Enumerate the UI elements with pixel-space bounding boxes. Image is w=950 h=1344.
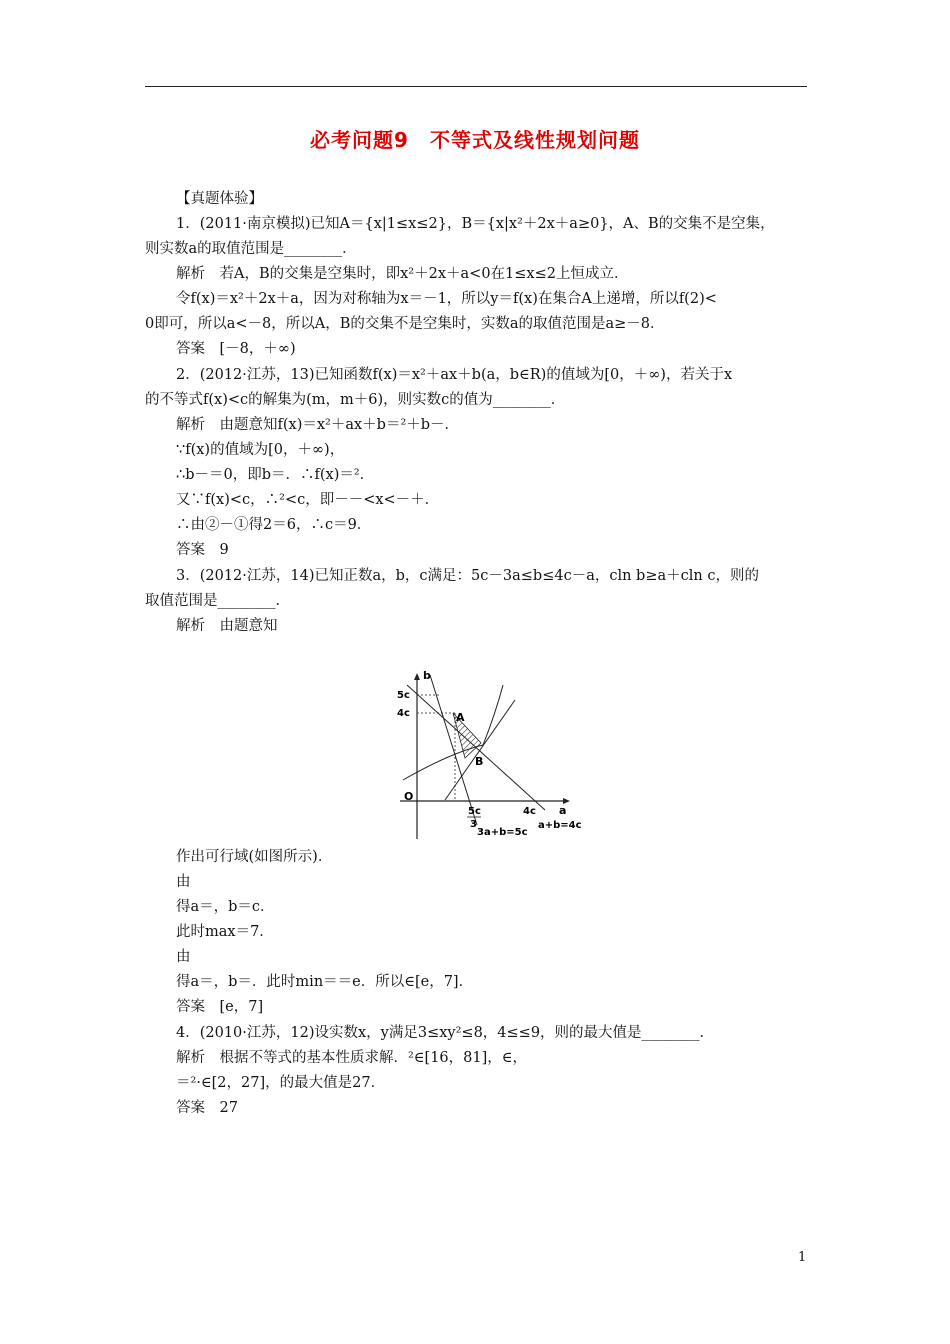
b-axis-arrow — [414, 673, 420, 680]
label-O: O — [404, 790, 414, 803]
label-line1: 3a+b=5c — [477, 827, 528, 838]
text-line: 解析 根据不等式的基本性质求解．²∈[16，81]，∈， — [176, 1050, 527, 1066]
log-curve — [403, 685, 503, 780]
text-line: 解析 由题意知 — [176, 618, 278, 634]
text-line: 答案 9 — [176, 542, 229, 558]
header-rule — [145, 86, 807, 87]
text-line: 2．(2012·江苏，13)已知函数f(x)＝x²＋ax＋b(a，b∈R)的值域为[0，＋∞)，若关于x — [176, 367, 733, 383]
text-line: 得a＝，b＝．此时min＝＝e．所以∈[e，7]． — [176, 974, 474, 990]
label-b: b — [423, 669, 431, 682]
text-line: 4．(2010·江苏，12)设实数x，y满足3≤xy²≤8，4≤≤9，则的最大值是________． — [176, 1025, 715, 1041]
text-line: 作出可行域(如图所示)． — [176, 849, 333, 865]
text-line: ∴由②－①得2＝6，∴c＝9． — [176, 517, 372, 533]
text-line: 由 — [176, 949, 191, 965]
text-line: 此时max＝7． — [176, 924, 274, 940]
text-line: 解析 若A，B的交集是空集时，即x²＋2x＋a<0在1≤x≤2上恒成立． — [176, 266, 629, 282]
text-line: 又∵f(x)<c，∴²<c，即－－<x<－＋． — [176, 492, 440, 508]
label-5c-num: 5c — [468, 806, 481, 817]
label-5c: 5c — [397, 690, 410, 701]
text-line: 0即可，所以a<－8，所以A，B的交集不是空集时，实数a的取值范围是a≥－8． — [145, 316, 665, 332]
text-line: 取值范围是________． — [145, 593, 290, 609]
text-line: 的不等式f(x)<c的解集为(m，m＋6)，则实数c的值为________． — [145, 392, 566, 408]
page-number: 1 — [798, 1250, 807, 1265]
label-4c: 4c — [397, 708, 410, 719]
label-a: a — [559, 804, 567, 817]
label-a-4c: 4c — [523, 806, 536, 817]
text-line: 3．(2012·江苏，14)已知正数a，b，c满足：5c－3a≤b≤4c－a，cln b≥a＋cln c，则的 — [176, 568, 759, 584]
text-line: 则实数a的取值范围是________． — [145, 241, 357, 257]
feasible-region-figure — [395, 665, 595, 845]
label-A: A — [456, 711, 465, 724]
page-title: 必考问题9 不等式及线性规划问题 — [310, 128, 640, 152]
text-line: 答案 [e，7] — [176, 999, 264, 1015]
text-line: 得a＝，b＝c． — [176, 899, 275, 915]
text-line: 答案 [－8，＋∞) — [176, 341, 296, 357]
text-line: 答案 27 — [176, 1100, 238, 1116]
text-line: 由 — [176, 874, 191, 890]
text-line: 令f(x)＝x²＋2x＋a，因为对称轴为x＝－1，所以y＝f(x)在集合A上递增，所以f(2)< — [176, 291, 717, 307]
text-line: 解析 由题意知f(x)＝x²＋ax＋b＝²＋b－． — [176, 417, 460, 433]
text-line: 1．(2011·南京模拟)已知A＝{x|1≤x≤2}，B＝{x|x²＋2x＋a≥0}，A、B的交集不是空集， — [176, 216, 775, 232]
text-line: ∴b－＝0，即b＝．∴f(x)＝²． — [176, 467, 375, 483]
label-line2: a+b=4c — [538, 820, 582, 831]
text-line: 【真题体验】 — [176, 191, 263, 207]
text-line: ∵f(x)的值域为[0，＋∞)， — [176, 442, 345, 458]
text-line: ＝²·∈[2，27]，的最大值是27． — [176, 1075, 386, 1091]
label-5c-den: 3 — [470, 819, 477, 830]
label-B: B — [475, 755, 484, 768]
